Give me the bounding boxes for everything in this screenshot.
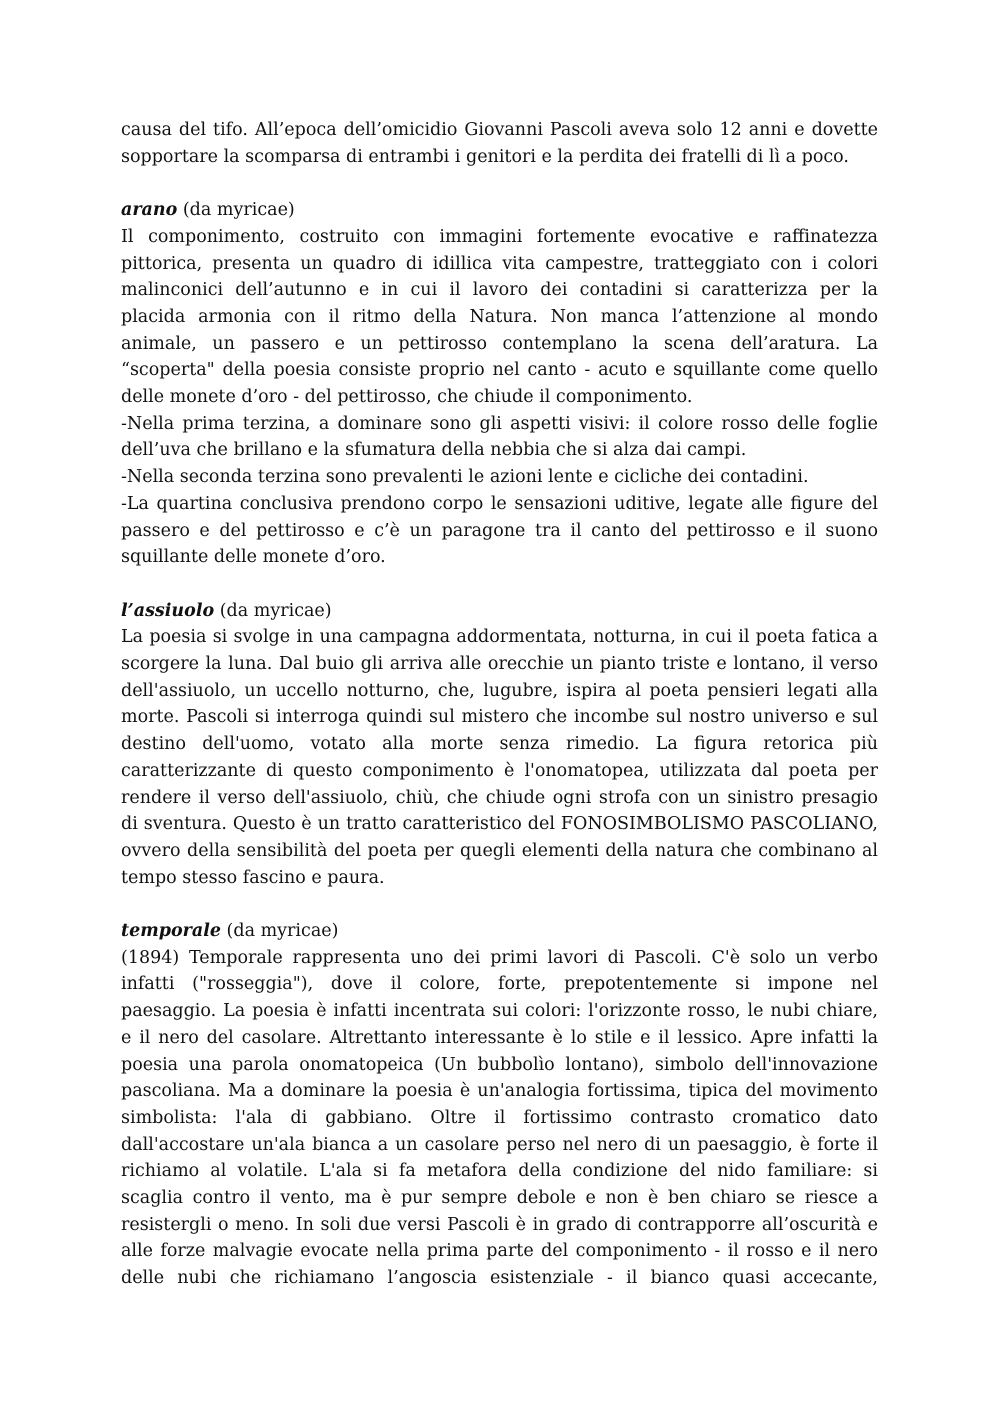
section-arano [121, 197, 878, 571]
text-line: morte. Pascoli si interroga quindi sul mistero che incombe sul nostro universo e sul [121, 707, 878, 728]
text-line: (1894) Temporale rappresenta uno dei primi lavori di Pascoli. C'è solo un verbo [121, 947, 878, 968]
section-source: (da myricae) [177, 200, 295, 221]
text-line: poesia una parola onomatopeica (Un bubbolìo lontano), simbolo dell'innovazione [121, 1054, 878, 1075]
text-line: malinconici dell’autunno e in cui il lavoro dei contadini si caratterizza per la [121, 280, 878, 301]
text-line: dall'accostare un'ala bianca a un casolare perso nel nero di un paesaggio, è forte il [121, 1134, 878, 1155]
section-heading [121, 598, 878, 625]
text-line: scaglia contro il vento, ma è pur sempre debole e non è ben chiaro se riesce a [121, 1188, 878, 1209]
section-temporale [121, 918, 878, 1292]
section-title: arano [121, 200, 178, 221]
text-line: alle forze malvagie evocate nella prima parte del componimento - il rosso e il nero [121, 1241, 878, 1262]
text-line: dell’uva che brillano e la sfumatura della nebbia che si alza dai campi. [121, 440, 747, 461]
section-title: temporale [121, 921, 221, 942]
text-line: di sventura. Questo è un tratto caratteristico del FONOSIMBOLISMO PASCOLIANO, [121, 814, 878, 835]
section-body [121, 624, 878, 891]
text-line: ovvero della sensibilità del poeta per quegli elementi della natura che combinano al [121, 840, 878, 861]
text-line: richiamo al volatile. L'ala si fa metafora della condizione del nido familiare: si [121, 1161, 878, 1182]
text-line: rendere il verso dell'assiuolo, chiù, che chiude ogni strofa con un sinistro presagio [121, 787, 878, 808]
text-line: causa del tifo. All’epoca dell’omicidio Giovanni Pascoli aveva solo 12 anni e dovette [121, 120, 878, 140]
text-line: pittorica, presenta un quadro di idillica vita campestre, tratteggiato con i colori [121, 253, 878, 274]
text-line: sopportare la scomparsa di entrambi i genitori e la perdita dei fratelli di lì a poco. [121, 146, 849, 167]
text-line: scorgere la luna. Dal buio gli arriva alle orecchie un pianto triste e lontano, il verso [121, 654, 878, 675]
text-line: delle nubi che richiamano l’angoscia esistenziale - il bianco quasi accecante, [121, 1268, 878, 1289]
text-line: infatti ("rosseggia"), dove il colore, forte, prepotentemente si impone nel [121, 974, 878, 995]
text-line: passero e del pettirosso e c’è un paragone tra il canto del pettirosso e il suono [121, 520, 878, 541]
section-assiuolo [121, 598, 878, 892]
document-page [121, 117, 878, 1292]
text-line: destino dell'uomo, votato alla morte senza rimedio. La figura retorica più [121, 734, 878, 755]
text-line: delle monete d’oro - del pettirosso, che chiude il componimento. [121, 387, 693, 408]
text-line: paesaggio. La poesia è infatti incentrata sui colori: l'orizzonte rosso, le nubi chiare, [121, 1001, 878, 1022]
section-body [121, 224, 878, 571]
intro-paragraph [121, 117, 878, 170]
text-line: placida armonia con il ritmo della Natura. Non manca l’attenzione al mondo [121, 306, 878, 327]
text-line: -La quartina conclusiva prendono corpo le sensazioni uditive, legate alle figure del [121, 493, 878, 514]
text-line: pascoliana. Ma a dominare la poesia è un'analogia fortissima, tipica del movimento [121, 1081, 878, 1102]
text-line: dell'assiuolo, un uccello notturno, che, lugubre, ispira al poeta pensieri legati alla [121, 680, 878, 701]
section-source: (da myricae) [214, 600, 332, 621]
text-line: resistergli o meno. In soli due versi Pascoli è in grado di contrapporre all’oscurità e [121, 1214, 878, 1235]
text-line: “scoperta" della poesia consiste proprio nel canto - acuto e squillante come quello [121, 360, 878, 381]
text-line: La poesia si svolge in una campagna addormentata, notturna, in cui il poeta fatica a [121, 627, 878, 648]
text-line: tempo stesso fascino e paura. [121, 867, 385, 888]
text-line: e il nero del casolare. Altrettanto interessante è lo stile e il lessico. Apre infatti la [121, 1027, 878, 1048]
section-title: l’assiuolo [121, 600, 215, 621]
text-line: animale, un passero e un pettirosso contemplano la scena dell’aratura. La [121, 333, 878, 354]
text-line: -Nella seconda terzina sono prevalenti le azioni lente e cicliche dei contadini. [121, 467, 809, 488]
section-body [121, 945, 878, 1292]
section-source: (da myricae) [220, 921, 339, 942]
section-heading [121, 918, 878, 945]
text-line: squillante delle monete d’oro. [121, 547, 386, 568]
text-line: -Nella prima terzina, a dominare sono gli aspetti visivi: il colore rosso delle foglie [121, 413, 878, 434]
text-line: caratterizzante di questo componimento è l'onomatopea, utilizzata dal poeta per [121, 760, 878, 781]
section-heading [121, 197, 878, 224]
text-line: Il componimento, costruito con immagini fortemente evocative e raffinatezza [121, 226, 878, 247]
text-line: simbolista: l'ala di gabbiano. Oltre il fortissimo contrasto cromatico dato [121, 1107, 878, 1128]
